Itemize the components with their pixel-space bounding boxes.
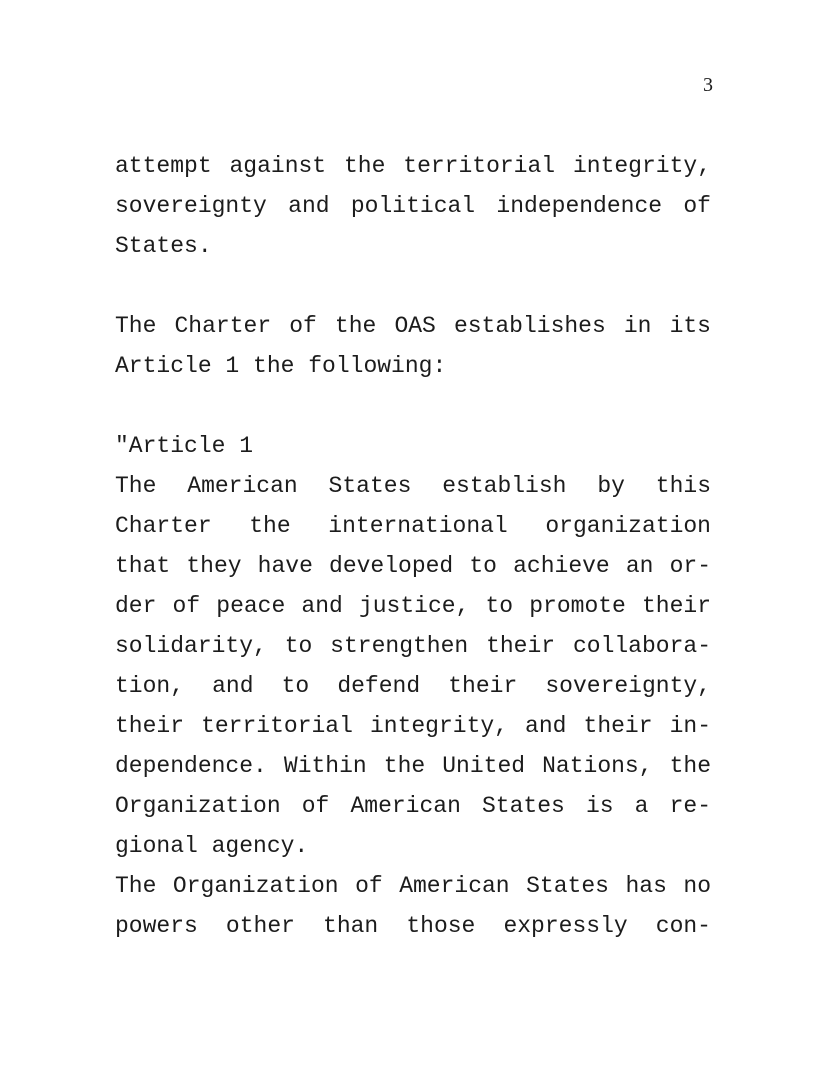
text-line: der of peace and justice, to promote their [115,593,711,619]
text-line: The American States establish by this [115,473,711,499]
text-line: The Charter of the OAS establishes in its [115,313,711,339]
text-line: Article 1 the following: [115,353,447,379]
text-line: solidarity, to strengthen their collabora- [115,633,711,659]
paragraph-gap [115,266,711,306]
text-line: attempt against the territorial integrity, [115,153,711,179]
text-line: their territorial integrity, and their in- [115,713,711,739]
text-line: The Organization of American States has no [115,873,711,899]
text-line: "Article 1 [115,433,254,459]
paragraph-gap [115,386,711,426]
text-line: Charter the international organization [115,513,711,539]
page-number: 3 [703,74,713,96]
text-line: Organization of American States is a re- [115,793,711,819]
text-line: sovereignty and political independence of [115,193,711,219]
body-text [115,146,711,946]
text-line: dependence. Within the United Nations, the [115,753,711,779]
text-line: that they have developed to achieve an or- [115,553,711,579]
text-line: tion, and to defend their sovereignty, [115,673,711,699]
text-line: powers other than those expressly con- [115,913,711,939]
text-line: States. [115,233,212,259]
text-line: gional agency. [115,833,309,859]
